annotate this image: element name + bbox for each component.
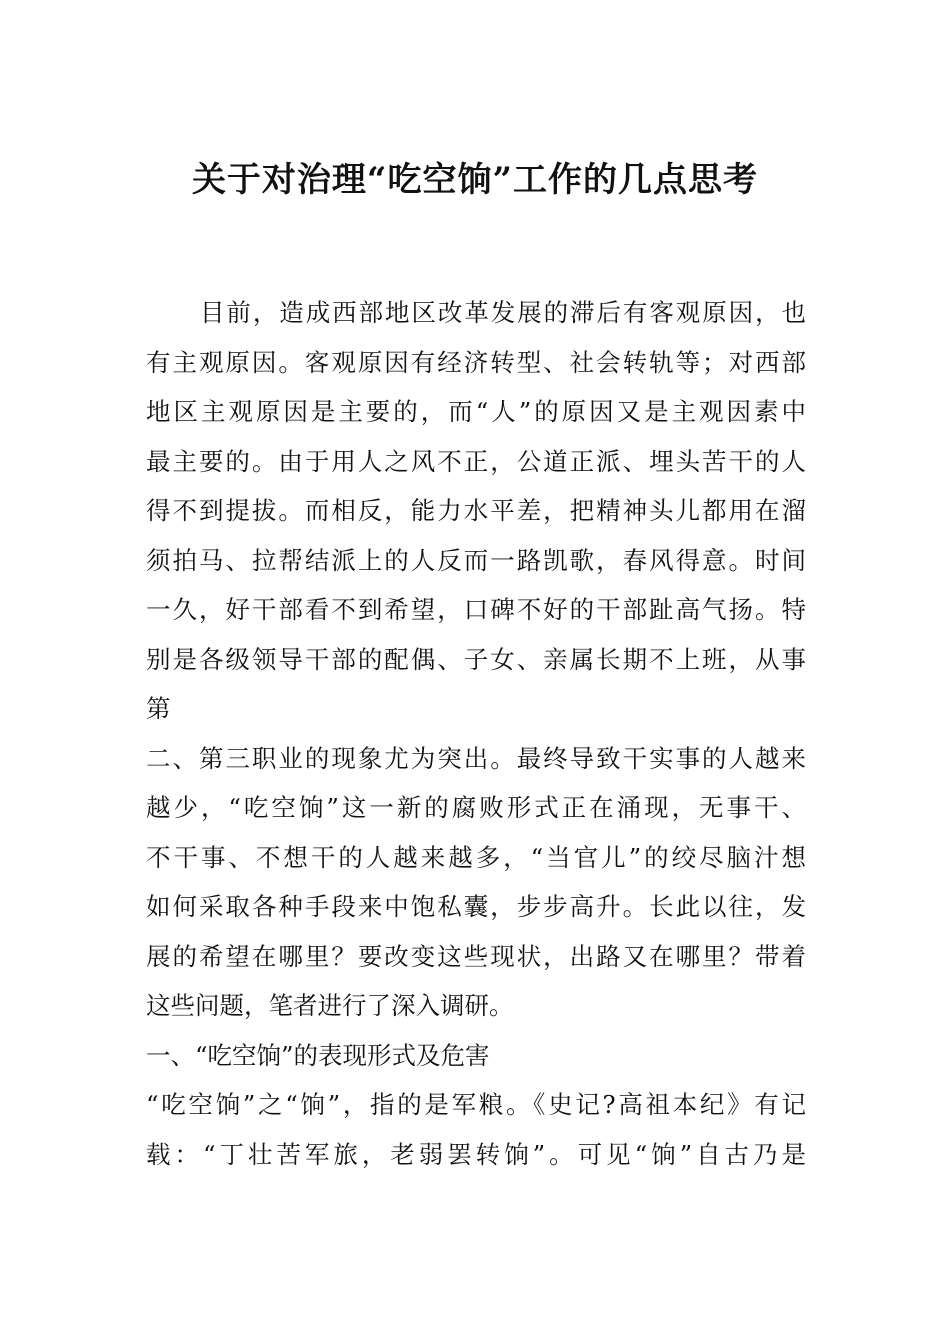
body-line: 别是各级领导干部的配偶、子女、亲属长期不上班，从事 [146,644,806,674]
body-line: 第 [146,694,171,723]
document-title: 关于对治理“吃空饷”工作的几点思考 [191,160,759,200]
body-line: 目前，造成西部地区改革发展的滞后有客观原因，也 [200,298,806,327]
body-line: 不干事、不想干的人越来越多，“当官儿”的绞尽脑汁想 [146,842,806,872]
body-line: 越少，“吃空饷”这一新的腐败形式正在涌现，无事干、 [146,793,806,822]
body-line: 载：“丁壮苦军旅，老弱罢转饷”。可见“饷”自古乃是 [146,1139,806,1169]
body-line: 地区主观原因是主要的，而“人”的原因又是主观因素中 [146,397,806,426]
body-line: 这些问题，笔者进行了深入调研。 [146,991,514,1020]
body-line: 如何采取各种手段来中饱私囊，步步高升。长此以往，发 [146,892,806,921]
body-line: “吃空饷”之“饷”，指的是军粮。《史记?高祖本纪》有记 [146,1090,806,1119]
body-line: 须拍马、拉帮结派上的人反而一路凯歌，春风得意。时间 [146,545,806,575]
document-body [146,288,806,1179]
body-line: 一久，好干部看不到希望，口碑不好的干部趾高气扬。特 [146,595,806,624]
body-line: 得不到提拔。而相反，能力水平差，把精神头儿都用在溜 [146,496,806,525]
body-line: 展的希望在哪里？要改变这些现状，出路又在哪里？带着 [146,941,806,971]
body-line: 有主观原因。客观原因有经济转型、社会转轨等；对西部 [146,347,806,377]
body-line: 最主要的。由于用人之风不正，公道正派、埋头苦干的人 [146,446,806,476]
body-line: 二、第三职业的现象尤为突出。最终导致干实事的人越来 [146,743,806,773]
section-heading: 一、“吃空饷”的表现形式及危害 [146,1040,490,1070]
